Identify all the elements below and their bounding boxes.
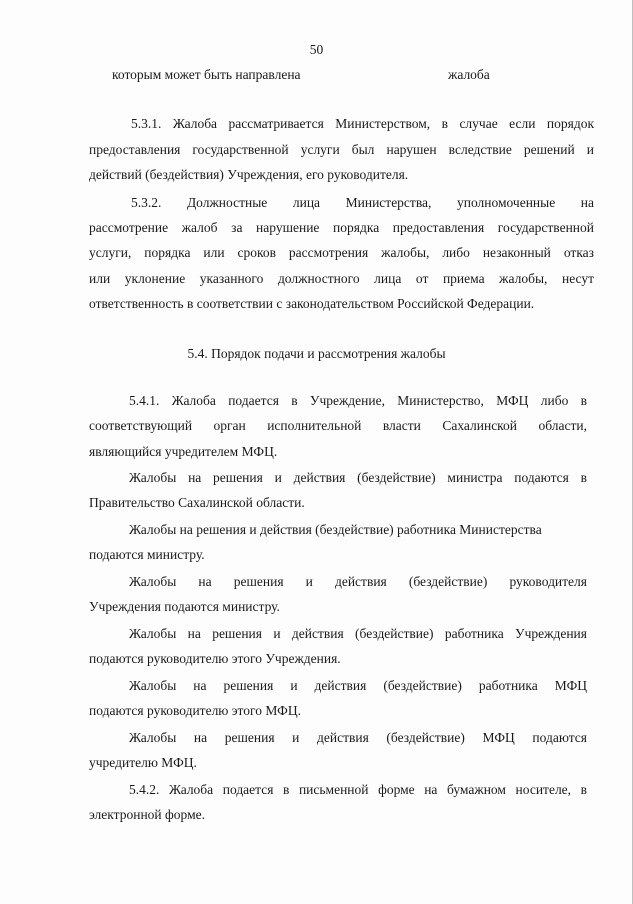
- para-ministry-worker-line-1: Жалобы на решения и действия (бездействие) работника Министерства: [129, 522, 542, 537]
- para-mfc-line-2: учредителю МФЦ.: [89, 755, 197, 770]
- para-minister-line-1: Жалобы на решения и действия (бездействие) министра подаются в: [129, 470, 587, 485]
- para-5-3-2-line-3: услуги, порядка или сроков рассмотрения жалобы, либо незаконный отказ: [89, 245, 594, 260]
- para-head-line-2: Учреждения подаются министру.: [89, 599, 280, 614]
- para-5-3-2-line-5: ответственность в соответствии с законодательством Российской Федерации.: [89, 296, 535, 311]
- para-5-4-2-line-2: электронной форме.: [89, 807, 205, 822]
- para-ministry-worker-line-2: подаются министру.: [89, 547, 205, 562]
- para-5-4-2-line-1: 5.4.2. Жалоба подается в письменной форме на бумажном носителе, в: [129, 782, 587, 797]
- para-5-3-2-line-1: 5.3.2. Должностные лица Министерства, уполномоченные на: [131, 195, 594, 210]
- para-5-3-2-line-4: или уклонение указанного должностного лица от приема жалобы, несут: [89, 271, 594, 286]
- section-heading-5-4: 5.4. Порядок подачи и рассмотрения жалобы: [187, 346, 446, 361]
- para-5-4-1-line-3: являющийся учредителем МФЦ.: [89, 444, 278, 459]
- para-head-line-1: Жалобы на решения и действия (бездействие) руководителя: [129, 574, 587, 589]
- page-number: 50: [309, 42, 324, 57]
- para-5-3-1-line-1: 5.3.1. Жалоба рассматривается Министерством, в случае если порядок: [131, 116, 594, 131]
- para-5-3-1-line-3: действий (бездействия) Учреждения, его руководителя.: [89, 167, 409, 182]
- para-5-3-1-line-2: предоставления государственной услуги был нарушен вследствие решений и: [89, 142, 594, 157]
- para-minister-line-2: Правительство Сахалинской области.: [89, 495, 305, 510]
- para-mfc-worker-line-2: подаются руководителю этого МФЦ.: [89, 703, 301, 718]
- para-institution-worker-line-1: Жалобы на решения и действия (бездействие) работника Учреждения: [129, 626, 587, 641]
- top-line-right: жалоба: [448, 67, 490, 82]
- para-5-4-1-line-2: соответствующий орган исполнительной власти Сахалинской области,: [89, 418, 587, 433]
- para-5-3-2-line-2: рассмотрение жалоб за нарушение порядка предоставления государственной: [89, 220, 594, 235]
- para-mfc-worker-line-1: Жалобы на решения и действия (бездействие) работника МФЦ: [129, 678, 587, 693]
- top-line-left: которым может быть направлена: [112, 67, 301, 82]
- para-5-4-1-line-1: 5.4.1. Жалоба подается в Учреждение, Министерство, МФЦ либо в: [129, 393, 587, 408]
- para-mfc-line-1: Жалобы на решения и действия (бездействие) МФЦ подаются: [129, 730, 587, 745]
- para-institution-worker-line-2: подаются руководителю этого Учреждения.: [89, 651, 341, 666]
